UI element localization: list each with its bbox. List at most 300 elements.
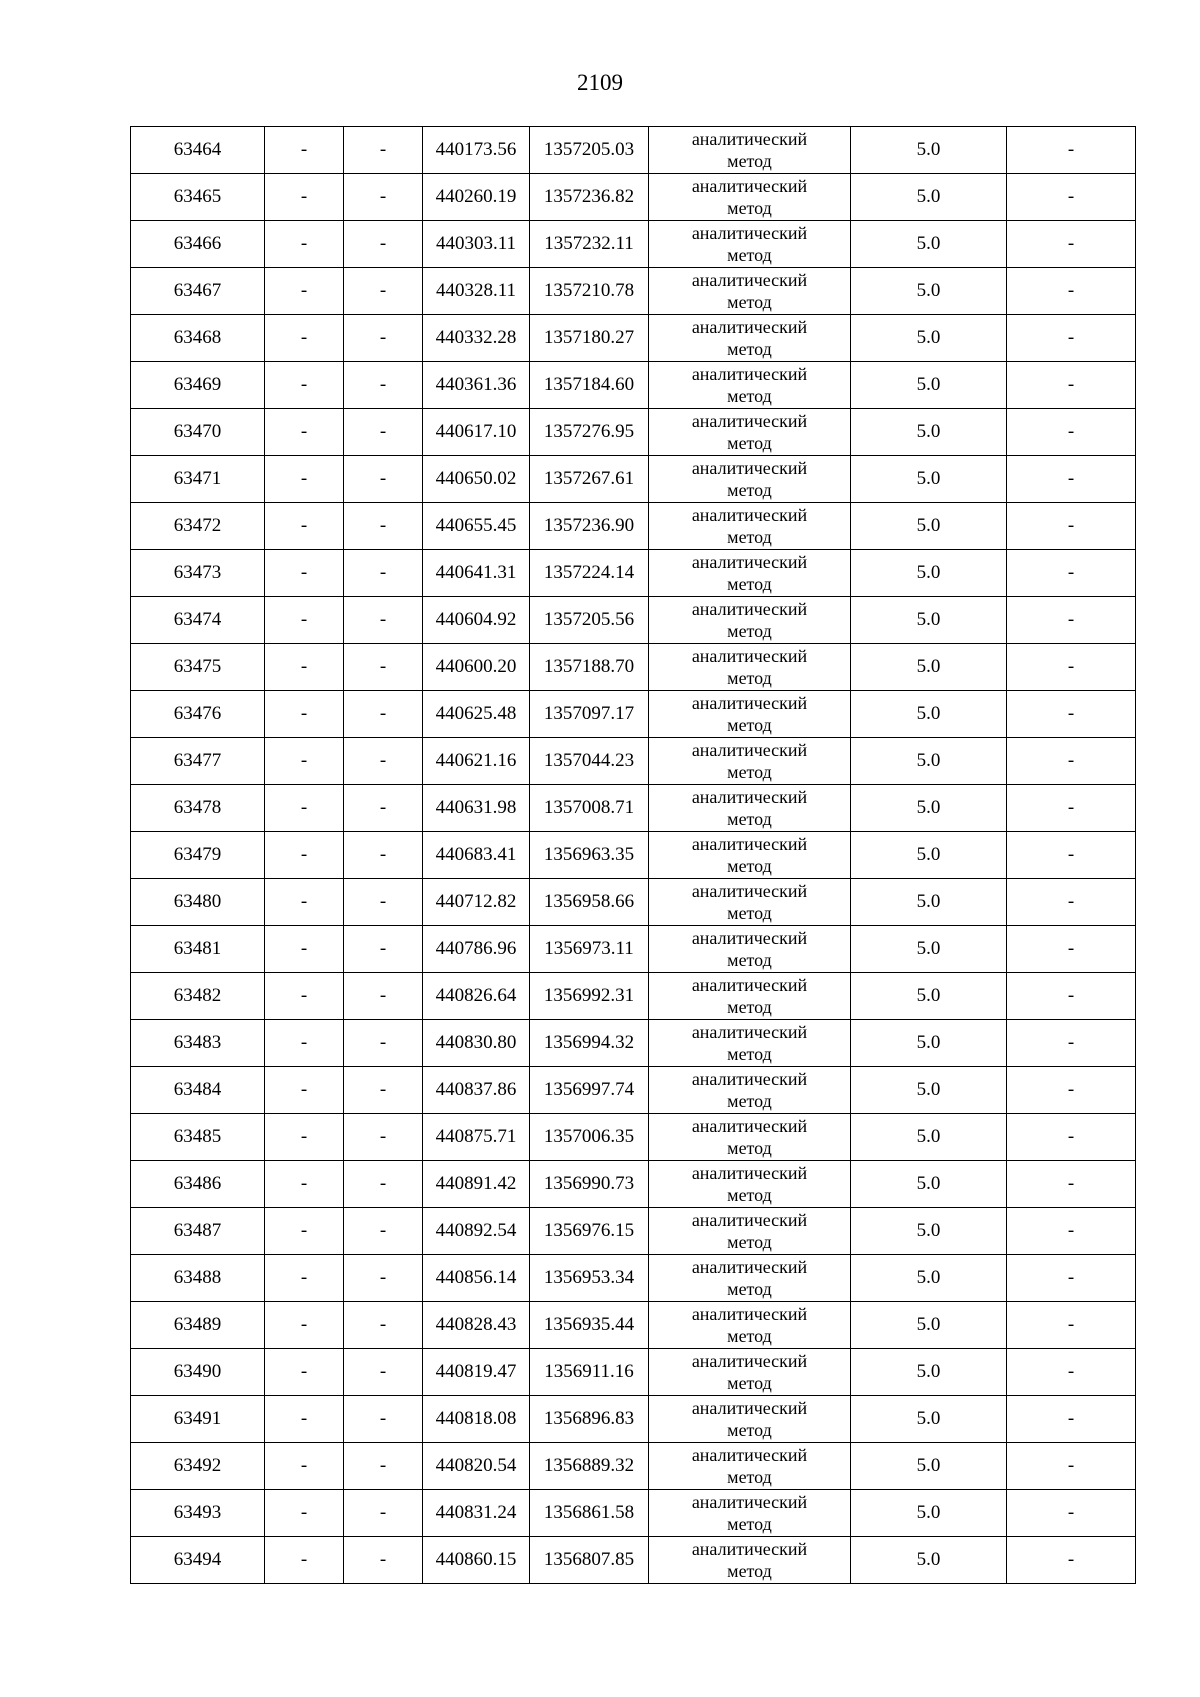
x-coordinate-cell: 440831.24 (423, 1490, 530, 1537)
x-coordinate-cell: 440641.31 (423, 550, 530, 597)
accuracy-cell: 5.0 (851, 879, 1007, 926)
method-line-1: аналитический (691, 129, 808, 149)
accuracy-cell: 5.0 (851, 1161, 1007, 1208)
accuracy-cell: 5.0 (851, 1443, 1007, 1490)
x-coordinate-cell: 440655.45 (423, 503, 530, 550)
method-line-2: метод (727, 245, 772, 265)
empty-cell-1: - (265, 785, 344, 832)
empty-cell-2: - (344, 268, 423, 315)
note-cell: - (1007, 597, 1136, 644)
method-line-1: аналитический (691, 834, 808, 854)
y-coordinate-cell: 1356911.16 (530, 1349, 649, 1396)
table-row (131, 644, 1136, 691)
empty-cell-2: - (344, 1067, 423, 1114)
x-coordinate-cell: 440786.96 (423, 926, 530, 973)
y-coordinate-cell: 1357205.03 (530, 127, 649, 174)
table-row (131, 1490, 1136, 1537)
empty-cell-2: - (344, 1396, 423, 1443)
point-number-cell: 63490 (131, 1349, 265, 1396)
table-row (131, 691, 1136, 738)
method-cell (649, 644, 851, 691)
method-cell (649, 221, 851, 268)
x-coordinate-cell: 440837.86 (423, 1067, 530, 1114)
method-cell (649, 691, 851, 738)
empty-cell-1: - (265, 879, 344, 926)
x-coordinate-cell: 440650.02 (423, 456, 530, 503)
y-coordinate-cell: 1356992.31 (530, 973, 649, 1020)
y-coordinate-cell: 1356958.66 (530, 879, 649, 926)
y-coordinate-cell: 1356976.15 (530, 1208, 649, 1255)
empty-cell-2: - (344, 1443, 423, 1490)
method-cell (649, 127, 851, 174)
method-line-2: метод (727, 433, 772, 453)
method-line-1: аналитический (691, 1257, 808, 1277)
method-cell (649, 926, 851, 973)
note-cell: - (1007, 1349, 1136, 1396)
empty-cell-1: - (265, 456, 344, 503)
accuracy-cell: 5.0 (851, 691, 1007, 738)
table-row (131, 1349, 1136, 1396)
empty-cell-1: - (265, 597, 344, 644)
note-cell: - (1007, 1067, 1136, 1114)
method-cell (649, 1443, 851, 1490)
accuracy-cell: 5.0 (851, 1490, 1007, 1537)
note-cell: - (1007, 268, 1136, 315)
accuracy-cell: 5.0 (851, 1020, 1007, 1067)
note-cell: - (1007, 1114, 1136, 1161)
empty-cell-2: - (344, 1537, 423, 1584)
point-number-cell: 63478 (131, 785, 265, 832)
method-cell (649, 1537, 851, 1584)
accuracy-cell: 5.0 (851, 174, 1007, 221)
accuracy-cell: 5.0 (851, 597, 1007, 644)
empty-cell-2: - (344, 221, 423, 268)
empty-cell-1: - (265, 832, 344, 879)
method-line-1: аналитический (691, 270, 808, 290)
empty-cell-1: - (265, 1067, 344, 1114)
method-cell (649, 1490, 851, 1537)
empty-cell-1: - (265, 1302, 344, 1349)
empty-cell-1: - (265, 221, 344, 268)
x-coordinate-cell: 440625.48 (423, 691, 530, 738)
table-row (131, 268, 1136, 315)
empty-cell-1: - (265, 127, 344, 174)
empty-cell-2: - (344, 1114, 423, 1161)
method-line-1: аналитический (691, 1351, 808, 1371)
note-cell: - (1007, 362, 1136, 409)
point-number-cell: 63464 (131, 127, 265, 174)
method-line-2: метод (727, 339, 772, 359)
y-coordinate-cell: 1357008.71 (530, 785, 649, 832)
method-line-2: метод (727, 198, 772, 218)
table-row (131, 785, 1136, 832)
y-coordinate-cell: 1356953.34 (530, 1255, 649, 1302)
method-line-2: метод (727, 386, 772, 406)
table-row (131, 926, 1136, 973)
table-row (131, 1302, 1136, 1349)
note-cell: - (1007, 738, 1136, 785)
method-line-1: аналитический (691, 223, 808, 243)
method-cell (649, 597, 851, 644)
x-coordinate-cell: 440683.41 (423, 832, 530, 879)
y-coordinate-cell: 1356994.32 (530, 1020, 649, 1067)
accuracy-cell: 5.0 (851, 221, 1007, 268)
method-line-2: метод (727, 1138, 772, 1158)
point-number-cell: 63493 (131, 1490, 265, 1537)
method-cell (649, 1067, 851, 1114)
accuracy-cell: 5.0 (851, 315, 1007, 362)
table-row (131, 879, 1136, 926)
note-cell: - (1007, 1208, 1136, 1255)
empty-cell-2: - (344, 785, 423, 832)
empty-cell-1: - (265, 315, 344, 362)
table-body (131, 127, 1136, 1584)
empty-cell-2: - (344, 1349, 423, 1396)
note-cell: - (1007, 503, 1136, 550)
empty-cell-2: - (344, 1020, 423, 1067)
point-number-cell: 63487 (131, 1208, 265, 1255)
accuracy-cell: 5.0 (851, 973, 1007, 1020)
empty-cell-1: - (265, 926, 344, 973)
empty-cell-2: - (344, 1255, 423, 1302)
empty-cell-2: - (344, 691, 423, 738)
table-row (131, 832, 1136, 879)
method-line-1: аналитический (691, 505, 808, 525)
method-line-1: аналитический (691, 176, 808, 196)
method-line-1: аналитический (691, 458, 808, 478)
method-line-2: метод (727, 856, 772, 876)
note-cell: - (1007, 1020, 1136, 1067)
note-cell: - (1007, 644, 1136, 691)
y-coordinate-cell: 1357210.78 (530, 268, 649, 315)
note-cell: - (1007, 221, 1136, 268)
empty-cell-1: - (265, 503, 344, 550)
method-line-2: метод (727, 1561, 772, 1581)
note-cell: - (1007, 315, 1136, 362)
accuracy-cell: 5.0 (851, 1114, 1007, 1161)
empty-cell-1: - (265, 1020, 344, 1067)
coordinates-table (130, 126, 1136, 1584)
empty-cell-2: - (344, 738, 423, 785)
method-line-2: метод (727, 527, 772, 547)
method-line-2: метод (727, 574, 772, 594)
method-line-1: аналитический (691, 552, 808, 572)
x-coordinate-cell: 440604.92 (423, 597, 530, 644)
y-coordinate-cell: 1357006.35 (530, 1114, 649, 1161)
method-cell (649, 1349, 851, 1396)
accuracy-cell: 5.0 (851, 1067, 1007, 1114)
y-coordinate-cell: 1357232.11 (530, 221, 649, 268)
y-coordinate-cell: 1357224.14 (530, 550, 649, 597)
x-coordinate-cell: 440826.64 (423, 973, 530, 1020)
accuracy-cell: 5.0 (851, 738, 1007, 785)
x-coordinate-cell: 440860.15 (423, 1537, 530, 1584)
method-line-1: аналитический (691, 1492, 808, 1512)
method-line-1: аналитический (691, 1022, 808, 1042)
y-coordinate-cell: 1356896.83 (530, 1396, 649, 1443)
x-coordinate-cell: 440617.10 (423, 409, 530, 456)
x-coordinate-cell: 440332.28 (423, 315, 530, 362)
x-coordinate-cell: 440818.08 (423, 1396, 530, 1443)
empty-cell-2: - (344, 409, 423, 456)
x-coordinate-cell: 440819.47 (423, 1349, 530, 1396)
table-row (131, 1537, 1136, 1584)
table-row (131, 1161, 1136, 1208)
method-cell (649, 785, 851, 832)
method-line-2: метод (727, 292, 772, 312)
table-row (131, 1208, 1136, 1255)
x-coordinate-cell: 440328.11 (423, 268, 530, 315)
accuracy-cell: 5.0 (851, 268, 1007, 315)
method-cell (649, 1396, 851, 1443)
method-cell (649, 738, 851, 785)
empty-cell-1: - (265, 1114, 344, 1161)
x-coordinate-cell: 440712.82 (423, 879, 530, 926)
note-cell: - (1007, 1490, 1136, 1537)
point-number-cell: 63479 (131, 832, 265, 879)
method-line-2: метод (727, 1326, 772, 1346)
method-cell (649, 1255, 851, 1302)
method-line-2: метод (727, 1232, 772, 1252)
x-coordinate-cell: 440260.19 (423, 174, 530, 221)
point-number-cell: 63465 (131, 174, 265, 221)
point-number-cell: 63489 (131, 1302, 265, 1349)
accuracy-cell: 5.0 (851, 1396, 1007, 1443)
method-cell (649, 174, 851, 221)
point-number-cell: 63472 (131, 503, 265, 550)
point-number-cell: 63475 (131, 644, 265, 691)
empty-cell-2: - (344, 127, 423, 174)
method-line-1: аналитический (691, 787, 808, 807)
method-cell (649, 315, 851, 362)
method-line-1: аналитический (691, 411, 808, 431)
method-line-2: метод (727, 950, 772, 970)
y-coordinate-cell: 1357276.95 (530, 409, 649, 456)
y-coordinate-cell: 1356963.35 (530, 832, 649, 879)
accuracy-cell: 5.0 (851, 1349, 1007, 1396)
method-cell (649, 550, 851, 597)
point-number-cell: 63467 (131, 268, 265, 315)
accuracy-cell: 5.0 (851, 1208, 1007, 1255)
note-cell: - (1007, 1443, 1136, 1490)
method-cell (649, 1114, 851, 1161)
method-line-2: метод (727, 480, 772, 500)
accuracy-cell: 5.0 (851, 550, 1007, 597)
x-coordinate-cell: 440875.71 (423, 1114, 530, 1161)
method-line-1: аналитический (691, 1445, 808, 1465)
method-line-1: аналитический (691, 599, 808, 619)
empty-cell-1: - (265, 691, 344, 738)
empty-cell-2: - (344, 926, 423, 973)
note-cell: - (1007, 409, 1136, 456)
y-coordinate-cell: 1357267.61 (530, 456, 649, 503)
note-cell: - (1007, 1537, 1136, 1584)
note-cell: - (1007, 973, 1136, 1020)
table-row (131, 315, 1136, 362)
accuracy-cell: 5.0 (851, 785, 1007, 832)
table-row (131, 973, 1136, 1020)
y-coordinate-cell: 1356889.32 (530, 1443, 649, 1490)
point-number-cell: 63482 (131, 973, 265, 1020)
method-line-1: аналитический (691, 1539, 808, 1559)
accuracy-cell: 5.0 (851, 362, 1007, 409)
y-coordinate-cell: 1356997.74 (530, 1067, 649, 1114)
y-coordinate-cell: 1357188.70 (530, 644, 649, 691)
table-row (131, 174, 1136, 221)
method-line-2: метод (727, 1514, 772, 1534)
empty-cell-1: - (265, 268, 344, 315)
y-coordinate-cell: 1356973.11 (530, 926, 649, 973)
point-number-cell: 63468 (131, 315, 265, 362)
note-cell: - (1007, 832, 1136, 879)
empty-cell-1: - (265, 1537, 344, 1584)
empty-cell-1: - (265, 1490, 344, 1537)
point-number-cell: 63481 (131, 926, 265, 973)
accuracy-cell: 5.0 (851, 926, 1007, 973)
y-coordinate-cell: 1357184.60 (530, 362, 649, 409)
method-line-2: метод (727, 1373, 772, 1393)
point-number-cell: 63469 (131, 362, 265, 409)
empty-cell-1: - (265, 1443, 344, 1490)
method-cell (649, 1161, 851, 1208)
method-line-2: метод (727, 762, 772, 782)
method-cell (649, 409, 851, 456)
method-line-2: метод (727, 1044, 772, 1064)
method-line-2: метод (727, 715, 772, 735)
method-line-1: аналитический (691, 364, 808, 384)
method-line-2: метод (727, 1091, 772, 1111)
y-coordinate-cell: 1357180.27 (530, 315, 649, 362)
note-cell: - (1007, 1396, 1136, 1443)
x-coordinate-cell: 440600.20 (423, 644, 530, 691)
point-number-cell: 63494 (131, 1537, 265, 1584)
table-row (131, 503, 1136, 550)
table-row (131, 221, 1136, 268)
point-number-cell: 63488 (131, 1255, 265, 1302)
table-row (131, 1255, 1136, 1302)
empty-cell-2: - (344, 1302, 423, 1349)
y-coordinate-cell: 1356807.85 (530, 1537, 649, 1584)
empty-cell-2: - (344, 644, 423, 691)
y-coordinate-cell: 1357097.17 (530, 691, 649, 738)
method-cell (649, 362, 851, 409)
accuracy-cell: 5.0 (851, 1255, 1007, 1302)
table-row (131, 597, 1136, 644)
empty-cell-2: - (344, 174, 423, 221)
method-cell (649, 268, 851, 315)
empty-cell-2: - (344, 973, 423, 1020)
empty-cell-1: - (265, 174, 344, 221)
point-number-cell: 63480 (131, 879, 265, 926)
note-cell: - (1007, 174, 1136, 221)
table-row (131, 1114, 1136, 1161)
empty-cell-2: - (344, 362, 423, 409)
x-coordinate-cell: 440173.56 (423, 127, 530, 174)
empty-cell-1: - (265, 973, 344, 1020)
method-line-2: метод (727, 1185, 772, 1205)
method-line-1: аналитический (691, 693, 808, 713)
point-number-cell: 63483 (131, 1020, 265, 1067)
method-line-1: аналитический (691, 1398, 808, 1418)
note-cell: - (1007, 127, 1136, 174)
method-cell (649, 832, 851, 879)
empty-cell-1: - (265, 738, 344, 785)
table-row (131, 362, 1136, 409)
method-line-2: метод (727, 621, 772, 641)
point-number-cell: 63470 (131, 409, 265, 456)
empty-cell-2: - (344, 315, 423, 362)
method-cell (649, 456, 851, 503)
y-coordinate-cell: 1357236.90 (530, 503, 649, 550)
method-line-1: аналитический (691, 1116, 808, 1136)
method-line-2: метод (727, 1420, 772, 1440)
page-number: 2109 (577, 70, 623, 95)
x-coordinate-cell: 440892.54 (423, 1208, 530, 1255)
point-number-cell: 63491 (131, 1396, 265, 1443)
note-cell: - (1007, 1161, 1136, 1208)
method-line-2: метод (727, 1279, 772, 1299)
x-coordinate-cell: 440828.43 (423, 1302, 530, 1349)
accuracy-cell: 5.0 (851, 127, 1007, 174)
point-number-cell: 63477 (131, 738, 265, 785)
empty-cell-2: - (344, 597, 423, 644)
point-number-cell: 63484 (131, 1067, 265, 1114)
accuracy-cell: 5.0 (851, 1537, 1007, 1584)
empty-cell-1: - (265, 1349, 344, 1396)
method-line-1: аналитический (691, 646, 808, 666)
method-line-2: метод (727, 809, 772, 829)
note-cell: - (1007, 1302, 1136, 1349)
y-coordinate-cell: 1356861.58 (530, 1490, 649, 1537)
point-number-cell: 63471 (131, 456, 265, 503)
note-cell: - (1007, 691, 1136, 738)
point-number-cell: 63466 (131, 221, 265, 268)
x-coordinate-cell: 440891.42 (423, 1161, 530, 1208)
method-line-1: аналитический (691, 928, 808, 948)
table-row (131, 1443, 1136, 1490)
x-coordinate-cell: 440631.98 (423, 785, 530, 832)
note-cell: - (1007, 550, 1136, 597)
method-cell (649, 1302, 851, 1349)
empty-cell-1: - (265, 362, 344, 409)
method-cell (649, 1208, 851, 1255)
table-row (131, 1067, 1136, 1114)
empty-cell-1: - (265, 550, 344, 597)
method-line-1: аналитический (691, 317, 808, 337)
x-coordinate-cell: 440856.14 (423, 1255, 530, 1302)
x-coordinate-cell: 440830.80 (423, 1020, 530, 1067)
table-row (131, 409, 1136, 456)
note-cell: - (1007, 1255, 1136, 1302)
method-cell (649, 879, 851, 926)
empty-cell-1: - (265, 1208, 344, 1255)
method-line-1: аналитический (691, 975, 808, 995)
empty-cell-2: - (344, 456, 423, 503)
empty-cell-2: - (344, 550, 423, 597)
accuracy-cell: 5.0 (851, 644, 1007, 691)
x-coordinate-cell: 440820.54 (423, 1443, 530, 1490)
empty-cell-1: - (265, 644, 344, 691)
empty-cell-1: - (265, 1161, 344, 1208)
table-row (131, 127, 1136, 174)
point-number-cell: 63492 (131, 1443, 265, 1490)
accuracy-cell: 5.0 (851, 1302, 1007, 1349)
table-row (131, 550, 1136, 597)
note-cell: - (1007, 456, 1136, 503)
empty-cell-2: - (344, 879, 423, 926)
accuracy-cell: 5.0 (851, 409, 1007, 456)
method-line-1: аналитический (691, 1163, 808, 1183)
